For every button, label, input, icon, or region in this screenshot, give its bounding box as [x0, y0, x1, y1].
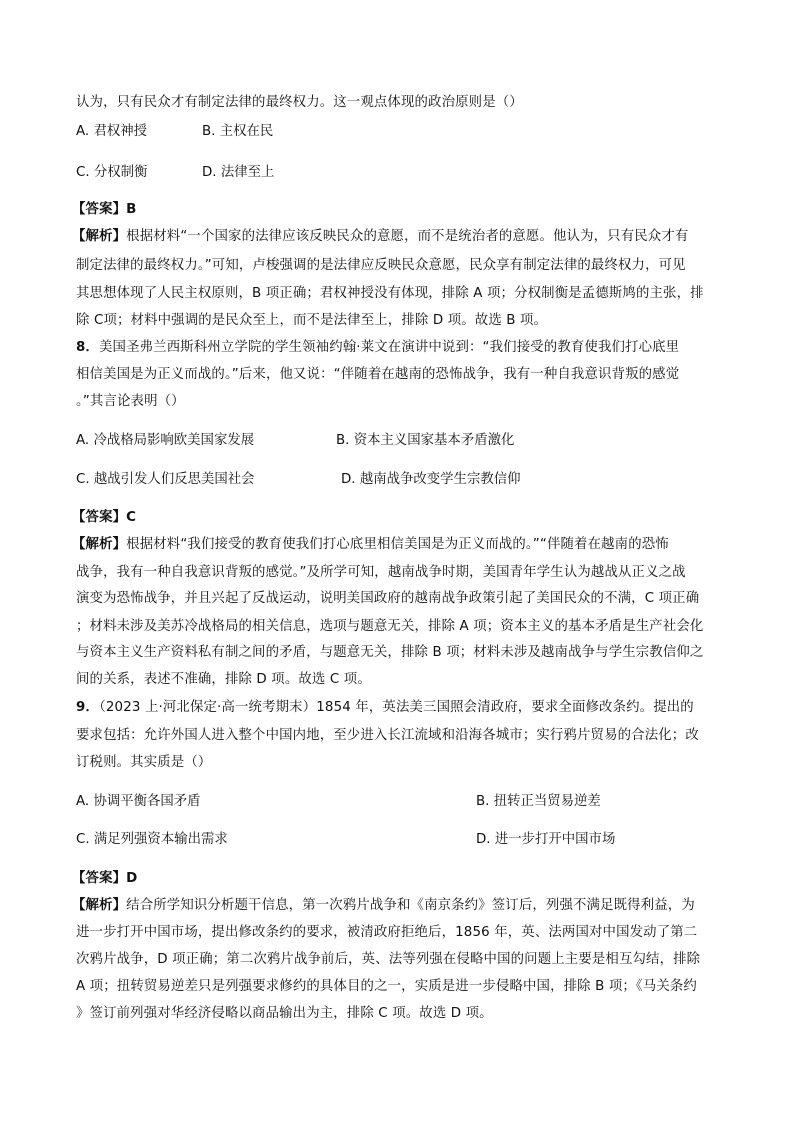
- q8-analysis-line-6: 间的关系，表述不准确，排除 D 项。故选 C 项。: [76, 672, 371, 687]
- q7-answer: 【答案】B: [72, 202, 137, 217]
- q9-stem-line-3: 订税则。其实质是（）: [76, 755, 212, 770]
- q9-option-a: A. 协调平衡各国矛盾: [76, 794, 201, 809]
- q9-stem-line-1: 9．（2023 上·河北保定·高一统考期末）1854 年，英法美三国照会清政府，要求全面修改条约。提出的: [76, 700, 694, 715]
- q9-analysis-line-5: 》签订前列强对华经济侵略以商品输出为主，排除 C 项。故选 D 项。: [76, 1006, 493, 1021]
- q8-option-d: D. 越南战争改变学生宗教信仰: [341, 472, 521, 487]
- q8-option-b: B. 资本主义国家基本矛盾激化: [336, 433, 515, 448]
- q8-option-c: C. 越战引发人们反思美国社会: [76, 472, 255, 487]
- q8-stem-line-1: 8．美国圣弗兰西斯科州立学院的学生领袖约翰·莱文在演讲中说到：“我们接受的教育使我们打心底里: [76, 340, 680, 355]
- q7-option-c: C. 分权制衡: [76, 165, 148, 180]
- q8-analysis-line-4: ；材料未涉及美苏冷战格局的相关信息，选项与题意无关，排除 A 项；资本主义的基本矛盾是生产社会化: [76, 619, 704, 634]
- q9-option-d: D. 进一步打开中国市场: [476, 832, 616, 847]
- q9-option-b: B. 扭转正当贸易逆差: [476, 794, 601, 809]
- q8-stem-line-2: 相信美国是为正义而战的。”后来，他又说：“伴随着在越南的恐怖战争，我有一种自我意识背叛的感觉: [76, 367, 680, 382]
- q7-option-b: B. 主权在民: [202, 124, 274, 139]
- q9-analysis-line-4: A 项；扭转贸易逆差只是列强要求修约的具体目的之一，实质是进一步侵略中国，排除 B 项；《马关条约: [76, 979, 697, 994]
- q8-stem-line-3: 。”其言论表明（）: [76, 394, 185, 409]
- q7-analysis-line-3: 其思想体现了人民主权原则，B 项正确；君权神授没有体现，排除 A 项；分权制衡是孟德斯鸠的主张，排: [76, 286, 704, 301]
- q8-analysis-line-5: 与资本主义生产资料私有制之间的矛盾，与题意无关，排除 B 项；材料未涉及越南战争与学生宗教信仰之: [76, 645, 704, 660]
- q7-analysis-line-1: 【解析】根据材料“一个国家的法律应该反映民众的意愿，而不是统治者的意愿。他认为，只有民众才有: [72, 229, 689, 244]
- q8-answer: 【答案】C: [72, 510, 137, 525]
- q9-analysis-line-1: 【解析】结合所学知识分析题干信息，第一次鸦片战争和《南京条约》签订后，列强不满足既得利益，为: [72, 898, 695, 913]
- q7-analysis-line-2: 制定法律的最终权力。”可知，卢梭强调的是法律应反映民众意愿，民众享有制定法律的最终权力，可见: [76, 258, 686, 273]
- q7-analysis-line-4: 除 C项；材料中强调的是民众至上，而不是法律至上，排除 D 项。故选 B 项。: [76, 313, 548, 328]
- q9-analysis-line-3: 次鸦片战争，D 项正确；第二次鸦片战争前后，英、法等列强在侵略中国的问题上主要是相互勾结，排除: [76, 952, 701, 967]
- q8-analysis-line-2: 战争，我有一种自我意识背叛的感觉。”及所学可知，越南战争时期，美国青年学生认为越战从正义之战: [76, 565, 686, 580]
- q7-option-a: A. 君权神授: [76, 124, 147, 139]
- q7-option-d: D. 法律至上: [202, 165, 275, 180]
- q9-analysis-line-2: 进一步打开中国市场，提出修改条约的要求，被清政府拒绝后，1856 年，英、法两国对中国发动了第二: [76, 925, 698, 940]
- q9-answer: 【答案】D: [72, 871, 138, 886]
- q8-option-a: A. 冷战格局影响欧美国家发展: [76, 433, 255, 448]
- q8-analysis-line-3: 演变为恐怖战争，并且兴起了反战运动，说明美国政府的越南战争政策引起了美国民众的不满，C 项正确: [76, 591, 700, 606]
- q9-stem-line-2: 要求包括：允许外国人进入整个中国内地，至少进入长江流域和沿海各城市；实行鸦片贸易的合法化；改: [76, 728, 699, 743]
- q9-option-c: C. 满足列强资本输出需求: [76, 832, 228, 847]
- q8-analysis-line-1: 【解析】根据材料“我们接受的教育使我们打心底里相信美国是为正义而战的。”“伴随着在越南的恐怖: [72, 537, 669, 552]
- q7-stem-tail: 认为，只有民众才有制定法律的最终权力。这一观点体现的政治原则是（）: [76, 95, 523, 110]
